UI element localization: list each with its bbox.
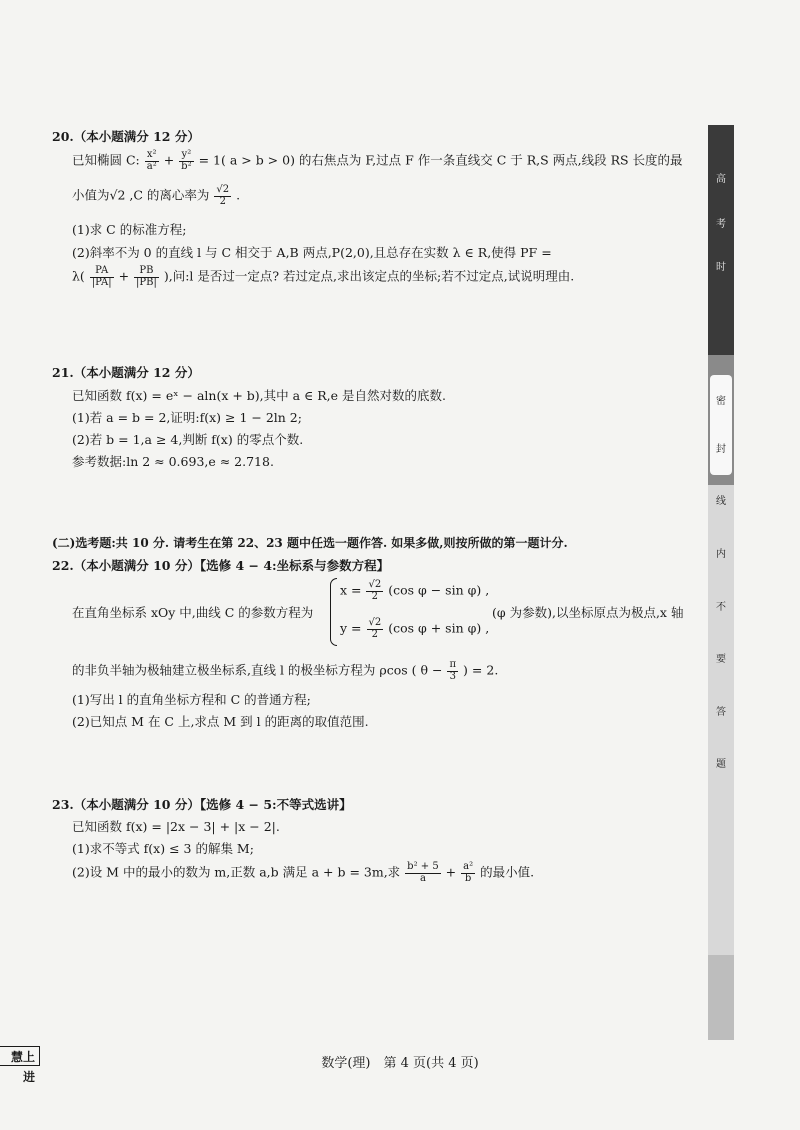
fraction: $\frac{√2}{2}$ (216, 184, 230, 207)
q20-header: 20.（本小题满分 12 分） (52, 129, 200, 144)
q20-line2: 小值为√2 ,C 的离心率为 $\frac{√2}{2}$ . (72, 184, 241, 207)
fraction: $\frac{PA}{|PA|}$ (91, 265, 112, 288)
q20-line5: λ( $\frac{PA}{|PA|}$ + $\frac{PB}{|PB|}$ ),问:l 是否过一定点? 若过定点,求出该定点的坐标;若不过定点,试说明理由. (72, 265, 575, 288)
sidebar-char: 要 (716, 654, 726, 665)
q21-part2: (2)若 b = 1,a ≥ 4,判断 f(x) 的零点个数. (72, 432, 304, 447)
sidebar-char: 封 (716, 444, 726, 455)
q20-line1: 已知椭圆 C: $\frac{\text{x²}}{\text{a²}}$ + $\frac{\text{y²}}{\text{b²}}$ = 1( a > b > 0) 的右焦点为 F,过点 F 作一条直线交 C 于 R,S 两点,线段 RS 长度的最 (72, 149, 683, 172)
param-eq-x: x = $\frac{√2}{2}$ (cos φ − sin φ) , (340, 579, 490, 602)
q23-part1: (1)求不等式 f(x) ≤ 3 的解集 M; (72, 841, 254, 856)
q20-part2: (2)斜率不为 0 的直线 l 与 C 相交于 A,B 两点,P(2,0),且总存在实数 λ ∈ R,使得 PF = (72, 245, 552, 260)
q22-header: 22.（本小题满分 10 分）【选修 4 − 4:坐标系与参数方程】 (52, 558, 390, 573)
q22-part2: (2)已知点 M 在 C 上,求点 M 到 l 的距离的取值范围. (72, 714, 369, 729)
fraction: $\frac{\text{x²}}{\text{a²}}$ (146, 149, 157, 172)
fraction: $\frac{\text{y²}}{\text{b²}}$ (181, 149, 192, 172)
fraction: $\frac{PB}{|PB|}$ (136, 265, 157, 288)
param-eq-y: y = $\frac{√2}{2}$ (cos φ + sin φ) , (340, 617, 490, 640)
q20-part1: (1)求 C 的标准方程; (72, 222, 187, 237)
fraction: $\frac{√2}{2}$ (368, 579, 382, 602)
sidebar-char: 答 (716, 707, 726, 718)
section-heading: (二)选考题:共 10 分. 请考生在第 22、23 题中任选一题作答. 如果多做,则按所做的第一题计分. (52, 536, 568, 550)
q21-line1: 已知函数 f(x) = eˣ − aln(x + b),其中 a ∈ R,e 是自然对数的底数. (72, 388, 446, 403)
sidebar-char: 密 (716, 396, 726, 407)
q23-line1: 已知函数 f(x) = |2x − 3| + |x − 2|. (72, 819, 280, 834)
page-footer: 数学(理) 第 4 页(共 4 页) (321, 1056, 479, 1071)
sidebar-char: 题 (716, 759, 726, 770)
fraction: $\frac{\text{b² + 5}}{a}$ (407, 861, 439, 884)
sidebar-char: 不 (716, 602, 726, 613)
q22-line1: 在直角坐标系 xOy 中,曲线 C 的参数方程为 (72, 605, 314, 620)
corner-stamp: 慧上进 (0, 1046, 40, 1066)
q22-line1-end: (φ 为参数),以坐标原点为极点,x 轴 (492, 605, 684, 620)
q21-reference: 参考数据:ln 2 ≈ 0.693,e ≈ 2.718. (72, 454, 274, 469)
q21-part1: (1)若 a = b = 2,证明:f(x) ≥ 1 − 2ln 2; (72, 410, 302, 425)
sidebar-char: 高 (716, 174, 726, 185)
fraction: $\frac{\text{a²}}{b}$ (463, 861, 474, 884)
sidebar-char: 内 (716, 549, 726, 560)
q21-header: 21.（本小题满分 12 分） (52, 365, 200, 380)
binding-strip-label-area (710, 375, 732, 475)
q23-part2: (2)设 M 中的最小的数为 m,正数 a,b 满足 a + b = 3m,求 $\frac{\text{b² + 5}}{a}$ + $\frac{\text{a²}}{b}$ 的最小值. (72, 861, 535, 884)
binding-strip-lower (708, 955, 734, 1040)
fraction: $\frac{√2}{2}$ (368, 617, 382, 640)
binding-strip-dark (708, 125, 734, 355)
q23-header: 23.（本小题满分 10 分）【选修 4 − 5:不等式选讲】 (52, 797, 352, 812)
q22-part1: (1)写出 l 的直角坐标方程和 C 的普通方程; (72, 692, 311, 707)
fraction: $\frac{\pi}{3}$ (449, 659, 457, 682)
sidebar-char: 时 (716, 262, 726, 273)
sidebar-char: 考 (716, 219, 726, 230)
left-brace (330, 578, 337, 646)
q22-line2: 的非负半轴为极轴建立极坐标系,直线 l 的极坐标方程为 ρcos ( θ − $\frac{\pi}{3}$ ) = 2. (72, 659, 499, 682)
sidebar-char: 线 (716, 496, 726, 507)
